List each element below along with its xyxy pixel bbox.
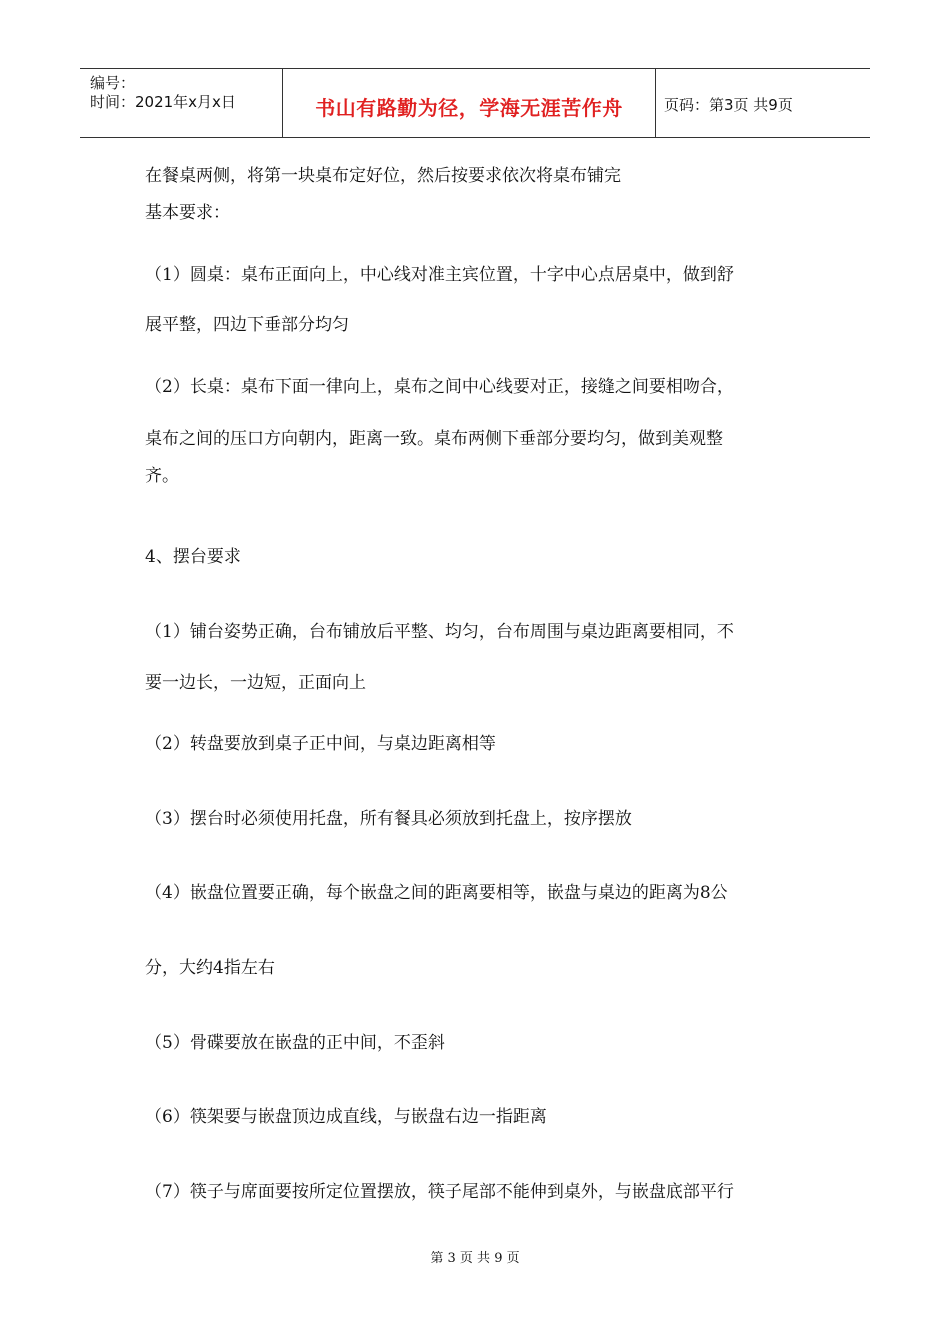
body-line: （1）圆桌：桌布正面向上，中心线对准主宾位置，十字中心点居桌中，做到舒 [145,265,734,285]
body-line: （2）转盘要放到桌子正中间，与桌边距离相等 [145,734,496,754]
body-line: 在餐桌两侧，将第一块桌布定好位，然后按要求依次将桌布铺完 [145,166,621,186]
body-line: 展平整，四边下垂部分均匀 [145,315,349,335]
body-line: （4）嵌盘位置要正确，每个嵌盘之间的距离要相等，嵌盘与桌边的距离为8公 [145,883,728,903]
page-footer: 第 3 页 共 9 页 [430,1251,520,1266]
page-header [80,68,870,138]
body-line: 桌布之间的压口方向朝内，距离一致。桌布两侧下垂部分要均匀，做到美观整 [145,429,723,449]
header-meta-cell [80,69,283,137]
section-heading: 4、摆台要求 [145,547,241,567]
header-motto-cell [283,69,656,137]
body-line: （1）铺台姿势正确，台布铺放后平整、均匀，台布周围与桌边距离要相同，不 [145,622,734,642]
number-label: 编号： [90,74,136,92]
body-line: （3）摆台时必须使用托盘，所有餐具必须放到托盘上，按序摆放 [145,809,632,829]
time-label: 时间：2021年x月x日 [90,93,236,111]
body-line: 分，大约4指左右 [145,958,275,978]
body-line: 要一边长，一边短，正面向上 [145,673,366,693]
body-line: 基本要求： [145,203,230,223]
body-line: （2）长桌：桌布下面一律向上，桌布之间中心线要对正，接缝之间要相吻合， [145,377,734,397]
body-line: （7）筷子与席面要按所定位置摆放，筷子尾部不能伸到桌外，与嵌盘底部平行 [145,1182,734,1202]
header-page-cell [656,69,870,137]
header-motto: 书山有路勤为径，学海无涯苦作舟 [315,96,623,120]
body-line: 齐。 [145,466,179,486]
body-line: （6）筷架要与嵌盘顶边成直线，与嵌盘右边一指距离 [145,1107,547,1127]
body-line: （5）骨碟要放在嵌盘的正中间，不歪斜 [145,1033,445,1053]
header-page-info: 页码：第3页 共9页 [664,96,793,114]
